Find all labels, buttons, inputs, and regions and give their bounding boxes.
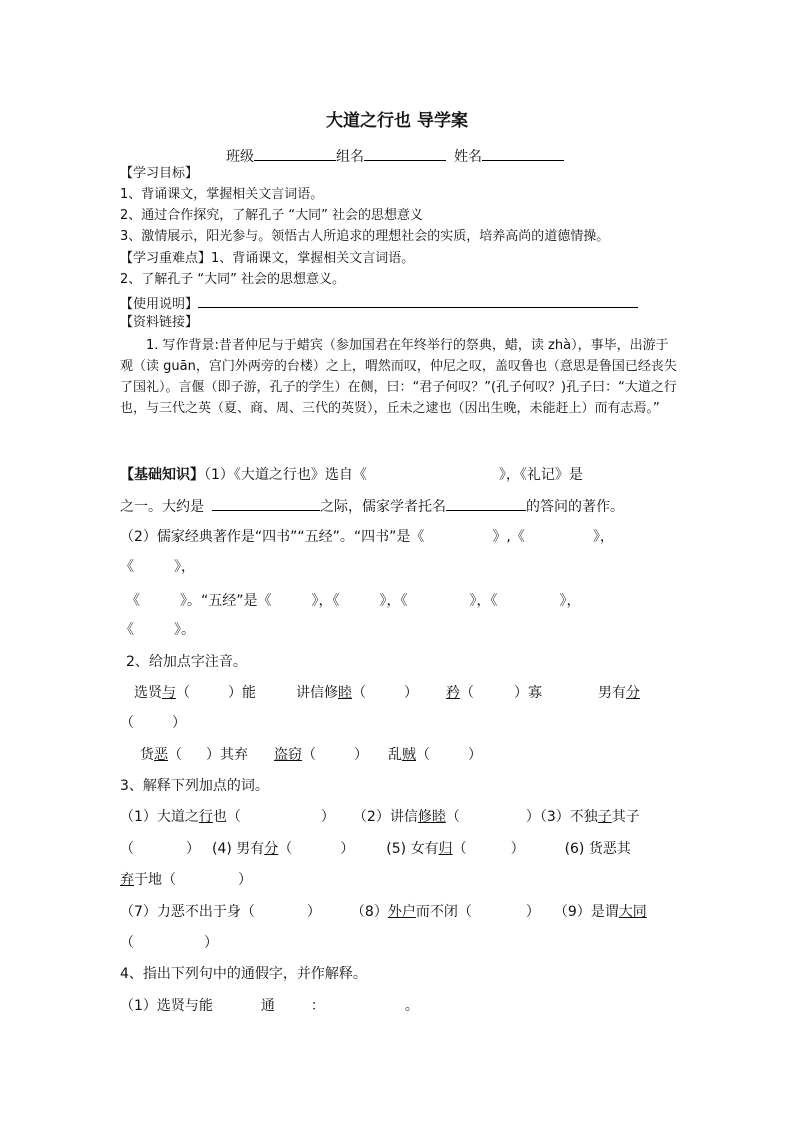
paren: （ <box>168 747 182 763</box>
word: 。 <box>404 998 419 1014</box>
background-paragraph: 1. 写作背景:昔者仲尼与于蜡宾（参加国君在年终举行的祭典，蜡，读 zhà），事毕，出游于观（读 guān，宫门外两旁的台楼）之上，喟然而叹，仲尼之叹，盖叹鲁也（意思是鲁国已经丧失了国礼）。言偃（即子游，孔子的学生）在侧，曰：“君子何叹？”(孔子何叹？)孔子曰：“大道之行也，与三代之英（夏、商、周、三代的英贤），丘未之逮也（因出生晚，未能赶上）而有志焉。” <box>120 338 677 416</box>
paren: ） <box>354 747 368 763</box>
paren: （ <box>120 935 134 951</box>
basic-q1-line2 <box>120 496 624 516</box>
q1-text: 之际，儒家学者托名 <box>320 499 446 515</box>
q2-text: 《 <box>126 593 140 609</box>
word: ： <box>310 998 325 1014</box>
paren: ） <box>525 809 540 825</box>
dotted-word: 行 <box>198 809 213 825</box>
tongjia-heading: 4、指出下列句中的通假字，并作解释。 <box>120 966 367 982</box>
header-fields <box>226 146 564 166</box>
paren: ） <box>340 841 355 857</box>
paren: （ <box>176 685 190 701</box>
word: 选贤 <box>134 685 162 701</box>
q2-text: （2）儒家经典著作是“四书”“五经”。“四书”是《 <box>120 529 425 545</box>
era-blank[interactable] <box>212 496 320 511</box>
q2-text: 》，《 <box>311 593 340 609</box>
word: （1）选贤与能 <box>120 998 213 1014</box>
paren: ） <box>404 685 418 701</box>
key-point-item: 2、了解孔子 “大同” 社会的思想意义。 <box>120 272 346 287</box>
word: 货 <box>140 747 154 763</box>
dotted-word: 修睦 <box>417 809 446 825</box>
word: 通 <box>260 998 275 1014</box>
paren: （ <box>452 841 467 857</box>
explain-heading: 3、解释下列加点的词。 <box>120 778 269 794</box>
explain-line5 <box>120 934 218 952</box>
basic-q1-line1 <box>120 466 583 484</box>
basic-q2-line4 <box>120 621 195 639</box>
paren: ） <box>525 904 540 920</box>
q1-text: （1）《大道之行也》选自《 <box>204 467 367 483</box>
paren: ） <box>510 841 525 857</box>
q2-text: 》， <box>559 593 581 609</box>
class-blank[interactable] <box>254 146 336 161</box>
paren: ） <box>468 747 482 763</box>
word: （3）不独 <box>539 809 598 825</box>
dotted-word: 大同 <box>618 904 647 920</box>
paren: （ <box>445 809 460 825</box>
dotted-word: 归 <box>438 841 453 857</box>
explain-line4 <box>120 903 647 921</box>
dotted-char: 与 <box>162 685 176 701</box>
paren: （ <box>460 685 474 701</box>
paren: ） <box>186 841 200 857</box>
q1-text: 》，《礼记》是 <box>498 467 583 483</box>
paren: ） <box>204 935 218 951</box>
objective-item: 1、背诵课文，掌握相关文言词语。 <box>120 187 324 202</box>
paren: （ <box>302 747 316 763</box>
dotted-word: 外户 <box>387 904 416 920</box>
group-blank[interactable] <box>364 146 446 161</box>
dotted-word: 子 <box>597 809 612 825</box>
word: (6) 货恶其 <box>564 841 631 857</box>
dotted-char: 恶 <box>154 747 168 763</box>
explain-line2 <box>120 840 631 858</box>
explain-line1 <box>120 808 640 826</box>
q2-text: 》。“五经”是《 <box>180 593 272 609</box>
class-label: 班级 <box>226 149 254 165</box>
pinyin-line1 <box>134 684 640 702</box>
word: （7）力恶不出于身（ <box>120 904 255 920</box>
word: 其子 <box>611 809 640 825</box>
paren: （ <box>120 715 134 731</box>
dotted-char: 窃 <box>288 747 302 763</box>
word: ）其弃 <box>206 747 248 763</box>
objective-item: 3、激情展示，阳光参与。领悟古人所追求的理想社会的实质，培养高尚的道德情操。 <box>120 229 610 244</box>
dotted-word: 弃 <box>120 872 134 888</box>
paren: （ <box>120 841 134 857</box>
q1-text: 的答问的著作。 <box>526 499 624 515</box>
paren: ） <box>238 872 252 888</box>
basic-q2-line1 <box>120 528 614 546</box>
word: ）寡 <box>514 685 542 701</box>
paren: （ <box>278 841 293 857</box>
pinyin-heading: 2、给加点字注音。 <box>126 654 247 670</box>
word: 讲信修 <box>296 685 338 701</box>
word: (5) 女有 <box>386 841 439 857</box>
paren: ） <box>172 715 186 731</box>
usage-line <box>120 293 638 314</box>
word: ）能 <box>228 685 256 701</box>
dotted-char: 盗 <box>274 747 288 763</box>
dotted-word: 分 <box>264 841 279 857</box>
word: （9）是谓 <box>553 904 619 920</box>
key-points <box>120 250 414 268</box>
usage-blank[interactable] <box>198 293 638 308</box>
word: 于地（ <box>134 872 176 888</box>
paren: ） <box>320 809 335 825</box>
q2-text: 》，《 <box>469 593 498 609</box>
word: 男有 <box>598 685 626 701</box>
explain-line3 <box>120 871 252 889</box>
name-label: 姓名 <box>454 149 482 165</box>
usage-label: 【使用说明】 <box>120 297 199 312</box>
basic-heading: 【基础知识】 <box>120 467 204 483</box>
q2-text: 》， <box>592 529 614 545</box>
q2-text: 》， <box>174 559 195 575</box>
key-point-item: 1、背诵课文，掌握相关文言词语。 <box>211 251 415 266</box>
word: 也（ <box>212 809 241 825</box>
basic-q2-line2 <box>120 558 195 576</box>
key-points-heading: 【学习重难点】 <box>120 251 212 266</box>
name-blank[interactable] <box>482 146 564 161</box>
objectives-heading: 【学习目标】 <box>120 166 199 181</box>
word: 乱 <box>388 747 402 763</box>
dotted-char: 矜 <box>446 685 460 701</box>
basic-q2-line3 <box>126 592 581 610</box>
pinyin-line3 <box>140 746 482 764</box>
pinyin-line2 <box>120 714 186 732</box>
author-blank[interactable] <box>446 496 526 511</box>
dotted-char: 睦 <box>338 685 352 701</box>
q2-text: 》，《 <box>379 593 408 609</box>
tongjia-line1 <box>120 997 419 1015</box>
dotted-char: 贼 <box>402 747 416 763</box>
word: （8） <box>350 904 388 920</box>
word: 而不闭（ <box>415 904 472 920</box>
paren: （ <box>352 685 366 701</box>
q2-text: 》。 <box>174 622 195 638</box>
page-title: 大道之行也 导学案 <box>326 111 468 131</box>
word: （1）大道之 <box>120 809 199 825</box>
q2-text: 》,《 <box>492 529 525 545</box>
q2-text: 《 <box>120 622 134 638</box>
q2-text: 《 <box>120 559 134 575</box>
paren: （ <box>416 747 430 763</box>
dotted-char: 分 <box>626 685 640 701</box>
group-label: 组名 <box>336 149 364 165</box>
q1-text: 之一。大约是 <box>120 499 204 515</box>
word: (4) 男有 <box>212 841 265 857</box>
paren: ） <box>306 904 321 920</box>
word: （2）讲信 <box>352 809 418 825</box>
resources-heading: 【资料链接】 <box>120 315 199 330</box>
objective-item: 2、通过合作探究，了解孔子 “大同” 社会的思想意义 <box>120 208 424 223</box>
